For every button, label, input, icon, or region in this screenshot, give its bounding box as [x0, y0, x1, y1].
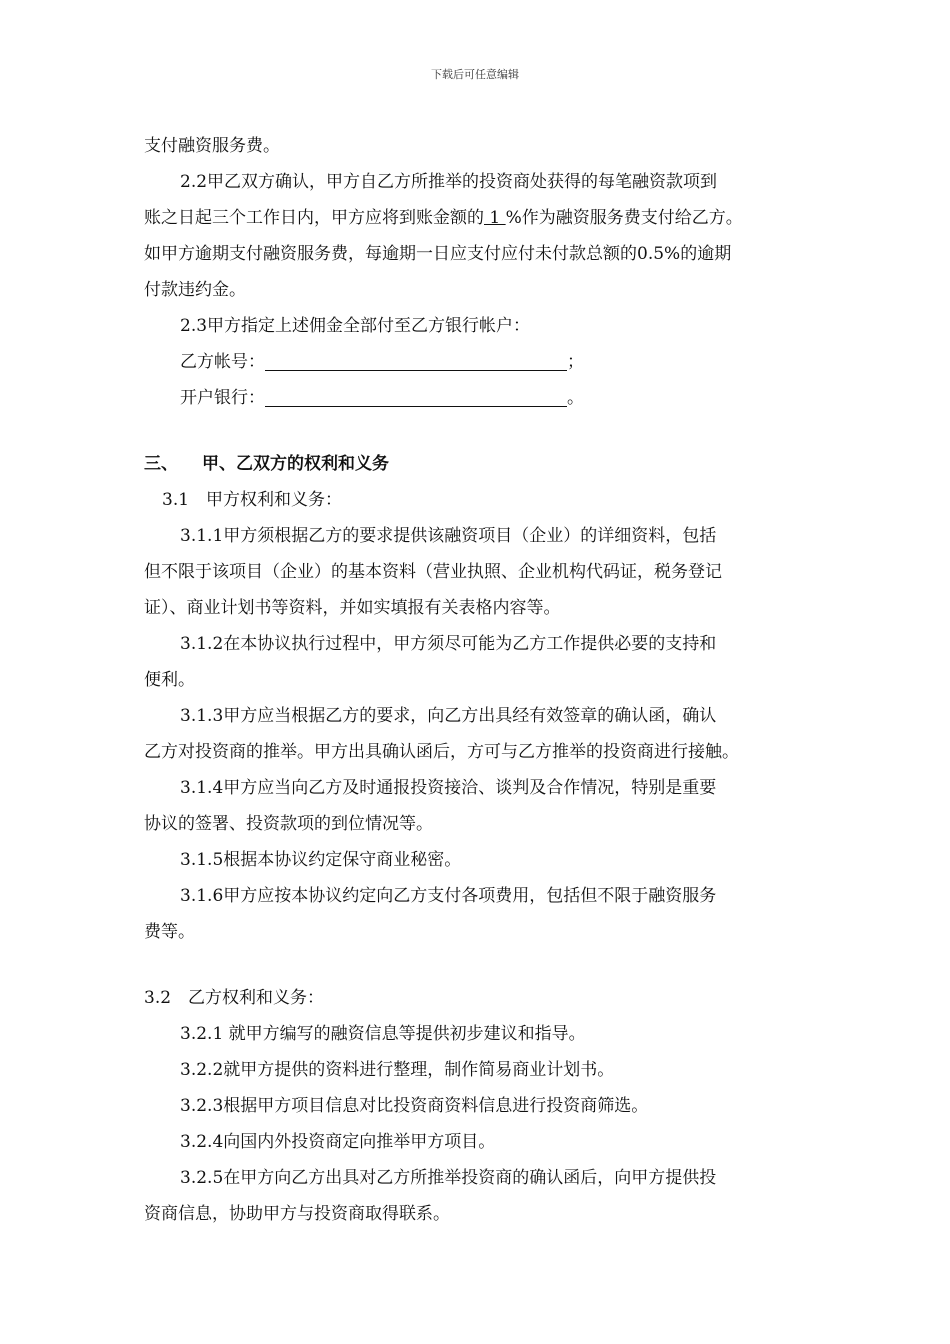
- paragraph-line: 3.1.6甲方应按本协议约定向乙方支付各项费用，包括但不限于融资服务: [180, 886, 717, 906]
- spacer: [144, 950, 824, 980]
- paragraph-line: [144, 200, 824, 236]
- paragraph-line: 乙方对投资商的推举。甲方出具确认函后，方可与乙方推举的投资商进行接触。: [144, 742, 739, 762]
- page-header: 下载后可任意编辑: [431, 68, 519, 81]
- paragraph-line: 3.1.5根据本协议约定保守商业秘密。: [180, 850, 462, 870]
- paragraph-line: 付款违约金。: [144, 280, 246, 300]
- spacer: [144, 416, 824, 446]
- paragraph-line: 2.3甲方指定上述佣金全部付至乙方银行帐户：: [180, 316, 531, 336]
- text-span: ；: [567, 352, 584, 372]
- paragraph-line: 3.2.5在甲方向乙方出具对乙方所推举投资商的确认函后，向甲方提供投: [180, 1168, 717, 1188]
- account-blank: [265, 348, 567, 371]
- heading-number: 三、: [144, 454, 178, 474]
- paragraph-line: 费等。: [144, 922, 195, 942]
- paragraph-line: 3.1.1甲方须根据乙方的要求提供该融资项目（企业）的详细资料，包括: [180, 526, 717, 546]
- account-label: 乙方帐号：: [180, 352, 265, 372]
- account-line: [144, 344, 824, 380]
- document-body: [144, 128, 824, 1232]
- bank-blank: [265, 384, 567, 407]
- heading-text: 甲、乙双方的权利和义务: [202, 454, 389, 474]
- paragraph-line: 便利。: [144, 670, 195, 690]
- paragraph-line: 3.2.3根据甲方项目信息对比投资商资料信息进行投资商筛选。: [180, 1096, 649, 1116]
- paragraph-line: 3.2.4向国内外投资商定向推举甲方项目。: [180, 1132, 496, 1152]
- paragraph-line: 但不限于该项目（企业）的基本资料（营业执照、企业机构代码证，税务登记: [144, 562, 722, 582]
- subsection-heading: 3.1 甲方权利和义务：: [162, 490, 343, 510]
- paragraph-line: 3.1.2在本协议执行过程中，甲方须尽可能为乙方工作提供必要的支持和: [180, 634, 717, 654]
- section-heading: [144, 446, 824, 482]
- paragraph-line: 协议的签署、投资款项的到位情况等。: [144, 814, 433, 834]
- bank-label: 开户银行：: [180, 388, 265, 408]
- paragraph-line: 证）、商业计划书等资料，并如实填报有关表格内容等。: [144, 598, 561, 618]
- bank-line: [144, 380, 824, 416]
- text-span: 。: [567, 388, 584, 408]
- subsection-heading: 3.2 乙方权利和义务：: [144, 988, 325, 1008]
- text-span: %作为融资服务费支付给乙方。: [505, 208, 743, 228]
- paragraph-line: 2.2甲乙双方确认，甲方自乙方所推举的投资商处获得的每笔融资款项到: [180, 172, 718, 192]
- paragraph-line: 资商信息，协助甲方与投资商取得联系。: [144, 1204, 450, 1224]
- paragraph-line: 3.1.3甲方应当根据乙方的要求，向乙方出具经有效签章的确认函，确认: [180, 706, 717, 726]
- paragraph-line: 3.2.2就甲方提供的资料进行整理，制作简易商业计划书。: [180, 1060, 615, 1080]
- paragraph-line: 支付融资服务费。: [144, 136, 280, 156]
- paragraph-line: 如甲方逾期支付融资服务费，每逾期一日应支付应付未付款总额的0.5%的逾期: [144, 244, 732, 264]
- fee-percent-value: 1: [484, 208, 506, 228]
- paragraph-line: 3.2.1 就甲方编写的融资信息等提供初步建议和指导。: [180, 1024, 586, 1044]
- text-span: 账之日起三个工作日内，甲方应将到账金额的: [144, 208, 484, 228]
- paragraph-line: 3.1.4甲方应当向乙方及时通报投资接洽、谈判及合作情况，特别是重要: [180, 778, 717, 798]
